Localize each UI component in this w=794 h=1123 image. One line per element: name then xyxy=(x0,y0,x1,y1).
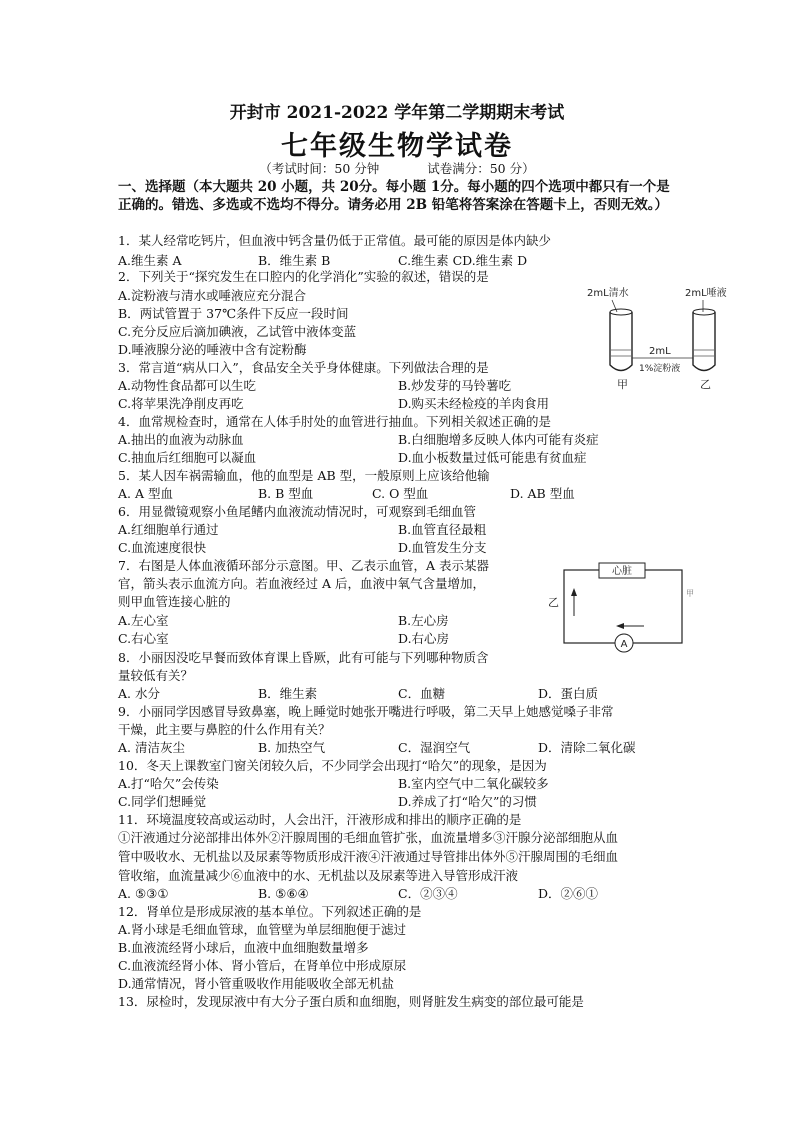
q10-option-c: C.同学们想睡觉 xyxy=(118,794,207,809)
q7-option-c: C.右心室 xyxy=(118,631,169,646)
section-1-instructions: 一、选择题（本大题共 20 小题，共 20分。每小题 1分。每小题的四个选项中都只有一个是正确的。错选、多选或不选均不得分。请务必用 2B 铅笔将答案涂在答题卡上，否则无效。） xyxy=(118,179,670,213)
q4-option-c: C.抽血后红细胞可以凝血 xyxy=(118,450,257,465)
q3-option-d: D.购买未经检疫的羊肉食用 xyxy=(398,396,550,411)
q1-option-b: B．维生素 B xyxy=(258,253,331,268)
q3-option-b: B.炒发芽的马铃薯吃 xyxy=(398,378,512,393)
q5-option-b: B. B 型血 xyxy=(258,486,314,501)
q2-option-d: D.唾液腺分泌的唾液中含有淀粉酶 xyxy=(118,342,307,357)
fig1-tube-right xyxy=(693,312,715,371)
q11-option-c: C．②③④ xyxy=(398,886,458,901)
q12-option-a: A.肾小球是毛细血管球，血管壁为单层细胞便于滤过 xyxy=(118,922,407,937)
q12-option-d: D.通常情况，肾小管重吸收作用能吸收全部无机盐 xyxy=(118,976,395,991)
q10-stem: 10．冬天上课教室门窗关闭较久后，不少同学会出现打“哈欠”的现象，是因为 xyxy=(118,758,547,773)
fig1-tube-left xyxy=(610,312,632,371)
q9-option-b: B. 加热空气 xyxy=(258,740,326,755)
fig2-loop xyxy=(564,570,682,643)
q5-stem: 5．某人因车祸需输血，他的血型是 AB 型，一般原则上应该给他输 xyxy=(118,468,490,483)
fig1-right-label: 2mL唾液 xyxy=(685,288,727,299)
q9-option-c: C．湿润空气 xyxy=(398,740,471,755)
q10-option-a: A.打“哈欠”会传染 xyxy=(118,776,219,791)
q3-stem: 3．常言道“病从口入”，食品安全关乎身体健康。下列做法合理的是 xyxy=(118,360,489,375)
q4-option-a: A.抽出的血液为动脉血 xyxy=(118,432,244,447)
q11-stem-2: ①汗液通过分泌部排出体外②汗腺周围的毛细血管扩张，血流量增多③汗腺分泌部细胞从血 xyxy=(118,830,619,845)
q13-stem: 13．尿检时，发现尿液中有大分子蛋白质和血细胞，则肾脏发生病变的部位最可能是 xyxy=(118,994,584,1009)
q12-stem: 12．肾单位是形成尿液的基本单位。下列叙述正确的是 xyxy=(118,904,422,919)
q9-stem-2: 干燥，此主要与鼻腔的什么作用有关？ xyxy=(118,722,331,737)
q8-option-c: C．血糖 xyxy=(398,686,446,701)
exam-info xyxy=(0,159,794,177)
exam-time: （考试时间：50 分钟 xyxy=(259,161,380,176)
q5-option-c: C. O 型血 xyxy=(372,486,429,501)
q6-stem: 6．用显微镜观察小鱼尾鳍内血液流动情况时，可观察到毛细血管 xyxy=(118,504,476,519)
q3-option-a: A.动物性食品都可以生吃 xyxy=(118,378,257,393)
exam-score: 试卷满分：50 分） xyxy=(427,161,535,176)
fig2-vessel-yi: 乙 xyxy=(548,596,559,609)
q2-option-b: B．两试管置于 37℃条件下反应一段时间 xyxy=(118,306,349,321)
fig1-tube-label-yi: 乙 xyxy=(700,378,711,391)
q8-option-a: A. 水分 xyxy=(118,686,160,701)
q12-option-c: C.血液流经肾小体、肾小管后，在肾单位中形成原尿 xyxy=(118,958,407,973)
q9-option-a: A. 清洁灰尘 xyxy=(118,740,185,755)
test-tube-figure xyxy=(575,280,725,392)
fig1-tube-label-jia: 甲 xyxy=(617,378,628,391)
q11-option-a: A. ⑤③① xyxy=(118,886,169,901)
q3-option-c: C.将苹果洗净削皮再吃 xyxy=(118,396,244,411)
fig2-arrow-left-head xyxy=(616,623,624,629)
fig1-mid-label-2: 1%淀粉液 xyxy=(639,364,681,374)
q6-option-d: D.血管发生分支 xyxy=(398,540,487,555)
q11-option-d: D．②⑥① xyxy=(538,886,599,901)
q9-option-d: D．清除二氧化碳 xyxy=(538,740,636,755)
q6-option-a: A.红细胞单行通过 xyxy=(118,522,219,537)
q11-stem-3: 管中吸收水、无机盐以及尿素等物质形成汗液④汗液通过导管排出体外⑤汗腺周围的毛细血 xyxy=(118,849,619,864)
q5-option-d: D. AB 型血 xyxy=(510,486,575,501)
q8-stem-2: 量较低有关？ xyxy=(118,668,194,683)
fig2-heart-label: 心脏 xyxy=(612,566,632,577)
q12-option-b: B.血液流经肾小球后，血液中血细胞数量增多 xyxy=(118,940,369,955)
q7-stem-1: 7．右图是人体血液循环部分示意图。甲、乙表示血管，A 表示某器 xyxy=(118,558,489,573)
q7-option-b: B.左心房 xyxy=(398,613,449,628)
q4-option-b: B.白细胞增多反映人体内可能有炎症 xyxy=(398,432,599,447)
fig2-arrow-up-head xyxy=(571,588,577,596)
fig2-organ-label: A xyxy=(620,639,628,650)
q1-option-a: A.维生素 A xyxy=(118,253,182,268)
fig2-vessel-jia: 甲 xyxy=(686,589,694,598)
exam-title: 开封市 2021-2022 学年第二学期期末考试 xyxy=(229,103,565,123)
q7-stem-2: 官，箭头表示血流方向。若血液经过 A 后，血液中氧气含量增加， xyxy=(118,576,485,591)
q9-stem-1: 9．小丽同学因感冒导致鼻塞，晚上睡觉时她张开嘴进行呼吸，第二天早上她感觉嗓子非常 xyxy=(118,704,614,719)
q8-option-d: D．蛋白质 xyxy=(538,686,599,701)
q8-stem-1: 8．小丽因没吃早餐而致体育课上昏厥，此有可能与下列哪种物质含 xyxy=(118,650,489,665)
q6-option-b: B.血管直径最粗 xyxy=(398,522,487,537)
circulation-figure xyxy=(538,560,694,660)
q2-option-a: A.淀粉液与清水或唾液应充分混合 xyxy=(118,288,307,303)
q1-option-cd: C.维生素 CD.维生素 D xyxy=(398,253,528,268)
exam-subject: 七年级生物学试卷 xyxy=(281,131,513,162)
q6-option-c: C.血流速度很快 xyxy=(118,540,207,555)
fig1-tube-right-mouth xyxy=(693,309,715,315)
q11-option-b: B. ⑤⑥④ xyxy=(258,886,309,901)
q10-option-b: B.室内空气中二氧化碳较多 xyxy=(398,776,549,791)
fig1-mid-label-1: 2mL xyxy=(649,346,671,357)
q7-option-d: D.右心房 xyxy=(398,631,450,646)
q4-option-d: D.血小板数量过低可能患有贫血症 xyxy=(398,450,587,465)
q11-stem-1: 11．环境温度较高或运动时，人会出汗，汗液形成和排出的顺序正确的是 xyxy=(118,812,522,827)
q5-option-a: A. A 型血 xyxy=(118,486,173,501)
q7-stem-3: 则甲血管连接心脏的 xyxy=(118,594,231,609)
q11-stem-4: 管收缩，血流量减少⑥血液中的水、无机盐以及尿素等进入导管形成汗液 xyxy=(118,868,519,883)
q10-option-d: D.养成了打“哈欠”的习惯 xyxy=(398,794,537,809)
q2-option-c: C.充分反应后滴加碘液，乙试管中液体变蓝 xyxy=(118,324,357,339)
q8-option-b: B．维生素 xyxy=(258,686,318,701)
fig1-tube-left-mouth xyxy=(610,309,632,315)
fig1-left-label: 2mL清水 xyxy=(587,288,629,299)
q2-stem: 2．下列关于“探究发生在口腔内的化学消化”实验的叙述，错误的是 xyxy=(118,269,489,284)
q7-option-a: A.左心室 xyxy=(118,613,169,628)
q1-stem: 1．某人经常吃钙片，但血液中钙含量仍低于正常值。最可能的原因是体内缺少 xyxy=(118,233,551,248)
q4-stem: 4．血常规检查时，通常在人体手肘处的血管进行抽血。下列相关叙述正确的是 xyxy=(118,414,551,429)
